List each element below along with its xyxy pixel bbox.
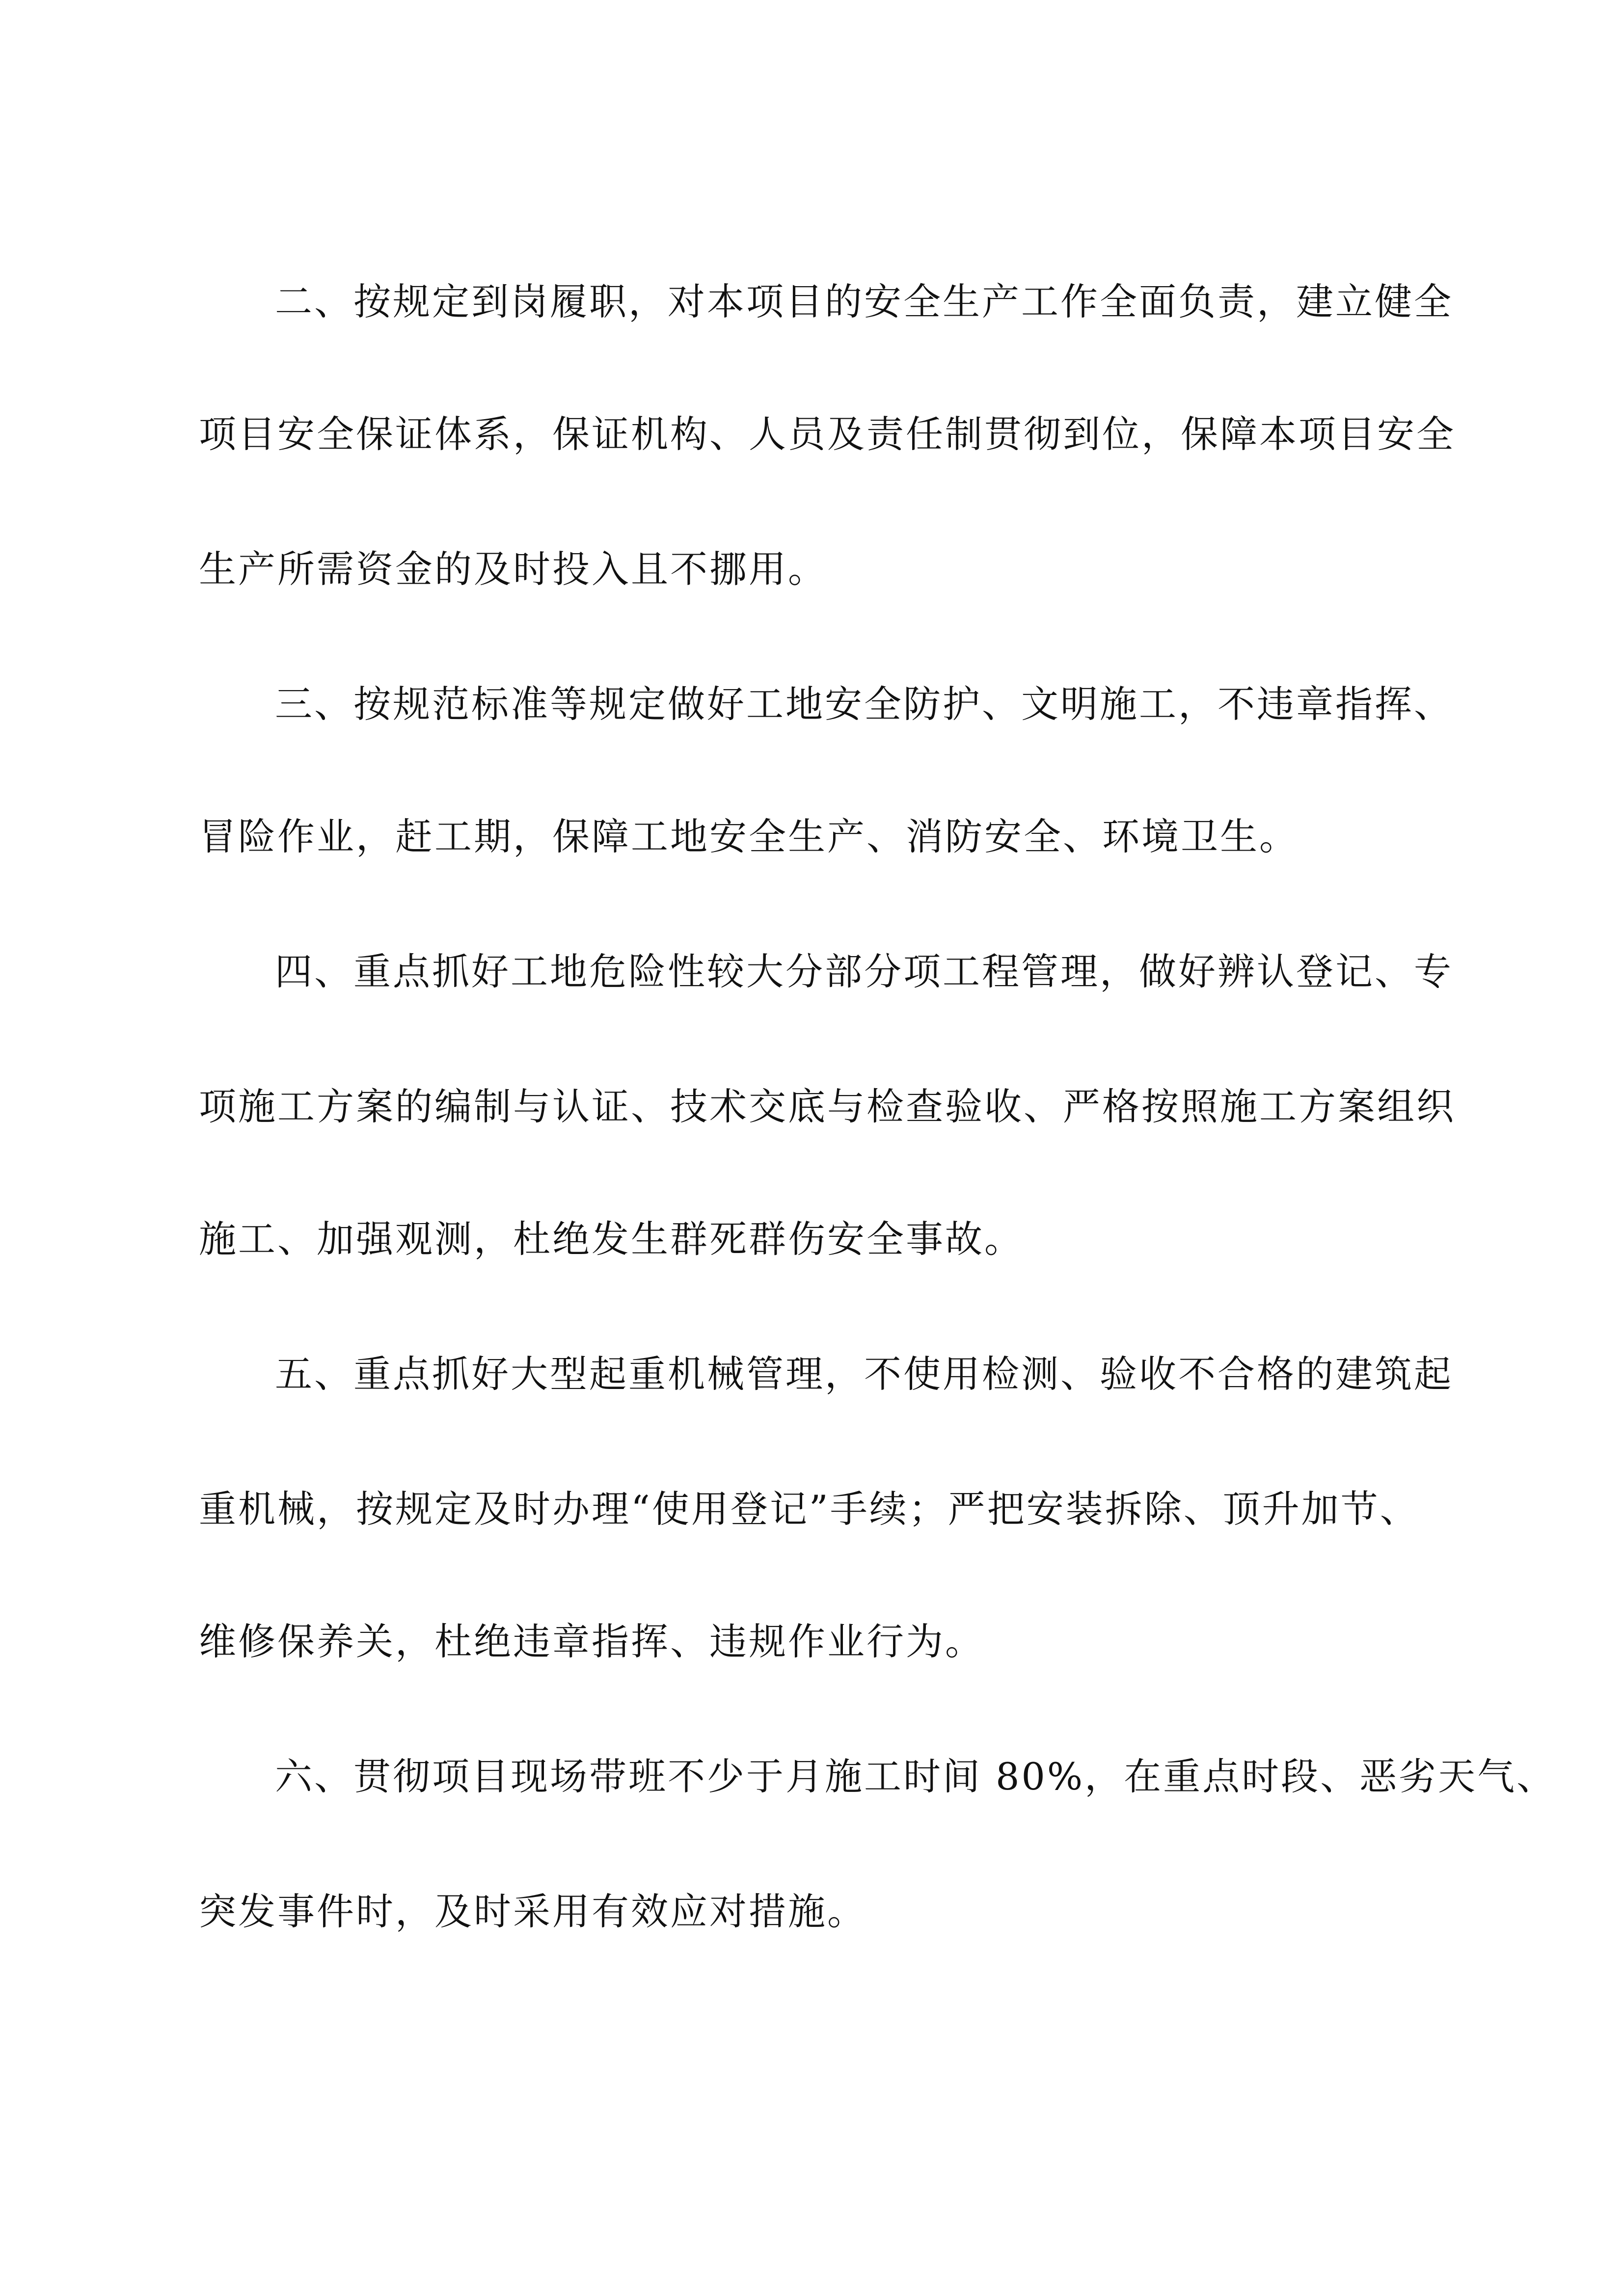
paragraph-4-line-1: 四、重点抓好工地危险性较大分部分项工程管理，做好辨认登记、专 [275, 950, 1453, 993]
paragraph-2-line-1: 二、按规定到岗履职，对本项目的安全生产工作全面负责，建立健全 [275, 280, 1453, 323]
paragraph-5-line-1: 五、重点抓好大型起重机械管理，不使用检测、验收不合格的建筑起 [275, 1352, 1453, 1396]
paragraph-3-line-1: 三、按规范标准等规定做好工地安全防护、文明施工，不违章指挥、 [275, 682, 1453, 726]
paragraph-5-line-2: 重机械，按规定及时办理“使用登记”手续；严把安装拆除、顶升加节、 [199, 1487, 1419, 1531]
paragraph-2-line-3: 生产所需资金的及时投入且不挪用。 [199, 547, 827, 591]
paragraph-4-line-3: 施工、加强观测，杜绝发生群死群伤安全事故。 [199, 1217, 1024, 1261]
paragraph-2-line-2: 项目安全保证体系，保证机构、人员及责任制贯彻到位，保障本项目安全 [199, 412, 1456, 456]
paragraph-3-line-2: 冒险作业，赶工期，保障工地安全生产、消防安全、环境卫生。 [199, 815, 1299, 858]
paragraph-4-line-2: 项施工方案的编制与认证、技术交底与检查验收、严格按照施工方案组织 [199, 1085, 1456, 1128]
paragraph-6-line-1: 六、贯彻项目现场带班不少于月施工时间 80%，在重点时段、恶劣天气、 [275, 1755, 1556, 1798]
paragraph-5-line-3: 维修保养关，杜绝违章指挥、违规作业行为。 [199, 1620, 984, 1663]
paragraph-6-line-2: 突发事件时，及时采用有效应对措施。 [199, 1890, 866, 1933]
